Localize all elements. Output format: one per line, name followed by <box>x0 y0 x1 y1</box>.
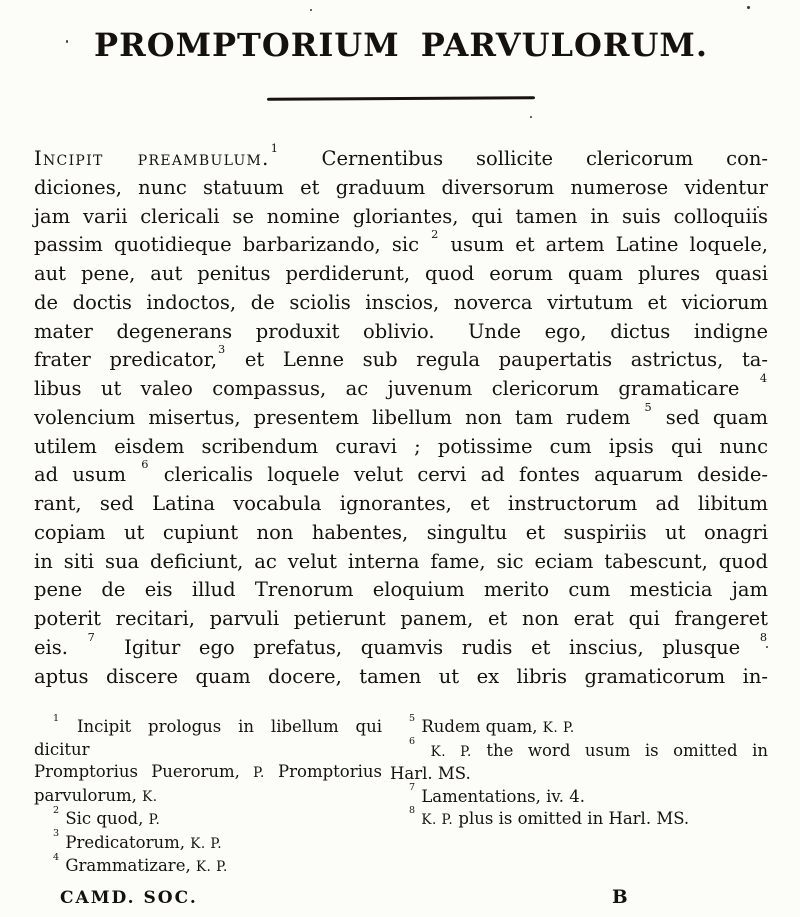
footnote-ref: 7 <box>409 782 416 794</box>
page-title: PROMPTORIUM PARVULORUM. <box>94 26 708 64</box>
footnote-ref: 4 <box>759 371 767 385</box>
footnote-line: $^8$ K. P. plus is omitted in Harl. MS. <box>409 804 690 829</box>
paragraph-line: poterit recitari, parvuli petierunt panem, et non erat qui frangeret <box>34 607 768 630</box>
footnote-line: $^5$ Rudem quam, K. P. <box>409 712 575 737</box>
preamble-paragraph <box>34 141 769 691</box>
footnote-ref: 5 <box>644 400 652 414</box>
page-footer <box>34 886 768 912</box>
paragraph-line: libus ut valeo compassus, ac juvenum clericorum gramaticare $^4$ <box>34 371 767 400</box>
manuscript-siglum: K. P. <box>430 743 472 760</box>
footnote-ref: 8 <box>409 804 416 816</box>
paragraph-line: jam varii clericali se nomine gloriantes, qui tamen in suis colloquiis <box>34 204 768 228</box>
manuscript-siglum: K. P. <box>190 835 223 852</box>
incipit-lead-smallcaps: Incipit preambulum. <box>34 147 270 170</box>
footnote-ref: 2 <box>53 804 60 816</box>
footnote-ref: 3 <box>53 828 60 840</box>
footnote-line: $^6$ K. P. the word usum is omitted in <box>409 736 768 760</box>
footnote-ref: 8 <box>759 630 767 644</box>
footnote <box>34 851 382 879</box>
footnote-ref: 6 <box>409 736 416 748</box>
manuscript-siglum: P. <box>148 812 161 829</box>
paragraph-line: diciones, nunc statuum et graduum diversorum numerose videntur <box>34 175 768 199</box>
paragraph-line: aptus discere quam docere, tamen ut ex libris gramaticorum in- <box>34 664 768 688</box>
society-imprint: CAMD. SOC. <box>60 887 198 908</box>
manuscript-siglum: K. P. <box>421 812 454 829</box>
title-divider-rule <box>267 96 535 101</box>
footnote-line: $^1$ Incipit prologus in libellum qui dicitur <box>34 712 382 759</box>
manuscript-siglum: P. <box>253 765 265 782</box>
footnotes-left-column <box>34 712 383 879</box>
footnote-ref: 2 <box>431 228 439 242</box>
paragraph-line: de doctis indoctos, de sciolis inscios, noverca virtutum et viciorum <box>34 290 768 314</box>
manuscript-siglum: K. <box>142 788 158 805</box>
footnote-line: $^7$ Lamentations, iv. 4. <box>409 782 585 806</box>
footnote-line: Harl. MS. <box>390 764 471 784</box>
footnote <box>390 736 768 786</box>
footnote-line: $^3$ Predicatorum, K. P. <box>53 828 223 852</box>
paragraph-line: in siti sua deficiunt, ac velut interna fame, sic eciam tabescunt, quod <box>34 549 768 573</box>
footnote-line: $^2$ Sic quod, P. <box>53 804 161 829</box>
footnote-ref: 3 <box>218 343 226 357</box>
footnote-ref: 1 <box>53 712 60 724</box>
footnote-ref: 7 <box>87 630 95 644</box>
paragraph-line: passim quotidieque barbarizando, sic $^2$ usum et artem Latine loquele, <box>34 228 769 257</box>
paragraph-line: frater predicator,$^3$ et Lenne sub regula paupertatis astrictus, ta- <box>34 343 768 372</box>
footnote <box>390 804 768 832</box>
paragraph-line: mater degenerans produxit oblivio. Unde ego, dictus indigne <box>34 319 768 343</box>
footnote <box>390 712 768 740</box>
footnote-ref: 6 <box>141 458 149 472</box>
paragraph-line: rant, sed Latina vocabula ignorantes, et instructorum ad libitum <box>34 492 768 515</box>
paragraph-line: volencium misertus, presentem libellum non tam rudem $^5$ sed quam <box>34 400 768 429</box>
paragraph-line: pene de eis illud Trenorum eloquium merito cum mesticia jam <box>34 578 768 602</box>
footnote <box>34 804 382 832</box>
paragraph-line: Incipit preambulum.$^1$ Cernentibus sollicite clericorum con- <box>34 141 768 170</box>
signature-mark: B <box>612 886 628 908</box>
footnote-ref: 4 <box>53 851 60 863</box>
paragraph-line: ad usum $^6$ clericalis loquele velut cervi ad fontes aquarum deside- <box>34 458 768 487</box>
paragraph-line: aut pene, aut penitus perdiderunt, quod eorum quam plures quasi <box>34 262 768 285</box>
footnotes-section <box>34 712 768 879</box>
footnote-line: Promptorius Puerorum, P. Promptorius <box>34 762 383 782</box>
footnote <box>390 782 768 809</box>
paragraph-line: copiam ut cupiunt non habentes, singultu et suspiriis ut onagri <box>34 520 768 544</box>
manuscript-siglum: K. P. <box>542 720 575 737</box>
footnote-ref: 1 <box>270 141 278 155</box>
paragraph-line: utilem eisdem scribendum curavi ; potissime cum ipsis qui nunc <box>34 434 768 458</box>
page-content <box>34 0 768 912</box>
footnote <box>34 712 383 808</box>
footnote <box>34 828 382 856</box>
paragraph-line: eis. $^7$ Igitur ego prefatus, quamvis rudis et inscius, plusque $^8$ <box>34 630 767 659</box>
footnotes-right-column <box>390 712 768 879</box>
footnote-line: parvulorum, K. <box>34 785 158 805</box>
manuscript-siglum: K. P. <box>195 859 228 876</box>
footnote-line: $^4$ Grammatizare, K. P. <box>53 851 228 876</box>
footnote-ref: 5 <box>409 712 416 724</box>
